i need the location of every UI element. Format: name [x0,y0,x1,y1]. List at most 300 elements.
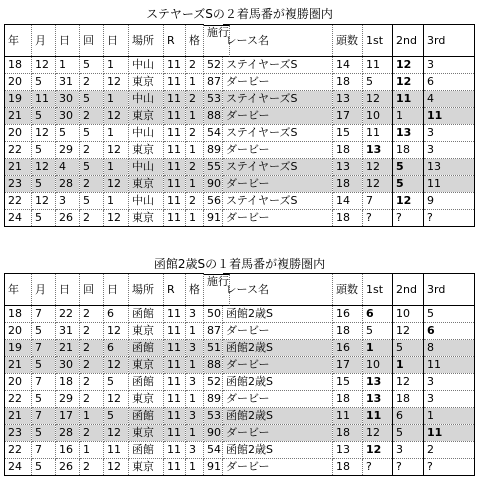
cell-year: 20 [5,323,32,340]
cell-race-name: ダービー [223,74,333,91]
cell-1st: ? [363,210,393,227]
cell-venue: 函館 [129,374,164,391]
cell-venue: 東京 [129,323,164,340]
cell-1st: 13 [363,374,393,391]
cell-nichi: 12 [104,142,129,159]
cell-year: 22 [5,142,32,159]
cell-month: 7 [32,374,56,391]
table-row [5,210,475,227]
cell-2nd: 1 [393,108,424,125]
header-venue: 場所 [129,274,164,306]
cell-race: 11 [164,108,186,125]
table-row [5,125,475,142]
cell-day: 17 [56,408,80,425]
cell-3rd: 13 [424,159,475,176]
cell-day: 30 [56,108,80,125]
cell-race-name: ダービー [223,108,333,125]
cell-month: 5 [32,210,56,227]
cell-year: 18 [5,57,32,74]
cell-edition: 89 [204,142,223,159]
stayers-table [4,24,475,227]
cell-race: 11 [164,125,186,142]
cell-nichi: 5 [104,408,129,425]
cell-2nd: 12 [393,323,424,340]
cell-month: 12 [32,159,56,176]
cell-race-name: ダービー [223,391,333,408]
cell-venue: 東京 [129,391,164,408]
cell-month: 5 [32,74,56,91]
cell-nichi: 11 [104,442,129,459]
header-nichi: 日 [104,25,129,57]
cell-kai: 5 [80,91,104,108]
cell-race-name: ダービー [223,459,333,476]
cell-1st: ? [363,459,393,476]
cell-day: 31 [56,74,80,91]
cell-kai: 2 [80,357,104,374]
cell-edition: 54 [204,442,223,459]
cell-nichi: 12 [104,391,129,408]
cell-race-name: 函館2歳S [223,340,333,357]
cell-edition: 91 [204,459,223,476]
table-row [5,57,475,74]
cell-day: 30 [56,357,80,374]
cell-kai: 1 [80,442,104,459]
cell-race-name: ダービー [223,210,333,227]
cell-2nd: 10 [393,306,424,323]
cell-venue: 東京 [129,459,164,476]
cell-year: 21 [5,108,32,125]
cell-3rd: 3 [424,57,475,74]
cell-3rd: 3 [424,125,475,142]
cell-1st: 12 [363,159,393,176]
cell-kai: 5 [80,125,104,142]
cell-nichi: 1 [104,125,129,142]
header-grade: 格 [186,25,204,57]
cell-kai: 5 [80,193,104,210]
cell-race: 11 [164,210,186,227]
cell-kai: 5 [80,159,104,176]
cell-nichi: 12 [104,425,129,442]
cell-month: 5 [32,176,56,193]
cell-day: 26 [56,459,80,476]
table-row [5,391,475,408]
cell-grade: 1 [186,391,204,408]
cell-year: 20 [5,74,32,91]
cell-nichi: 12 [104,210,129,227]
cell-kai: 2 [80,391,104,408]
table-row [5,159,475,176]
cell-race-name: 函館2歳S [223,408,333,425]
cell-month: 12 [32,125,56,142]
cell-year: 19 [5,91,32,108]
cell-1st: 11 [363,125,393,142]
header-race: R [164,274,186,306]
table-row [5,340,475,357]
cell-year: 24 [5,210,32,227]
cell-2nd: 6 [393,408,424,425]
cell-grade: 3 [186,340,204,357]
cell-nichi: 12 [104,108,129,125]
cell-month: 12 [32,193,56,210]
cell-kai: 2 [80,459,104,476]
cell-edition: 90 [204,176,223,193]
cell-1st: 7 [363,193,393,210]
cell-edition: 87 [204,74,223,91]
cell-venue: 東京 [129,210,164,227]
cell-race-name: ステイヤーズS [223,91,333,108]
cell-1st: 12 [363,176,393,193]
cell-1st: 13 [363,391,393,408]
header-year: 年 [5,274,32,306]
cell-grade: 1 [186,323,204,340]
cell-nichi: 12 [104,323,129,340]
cell-edition: 52 [204,374,223,391]
cell-day: 29 [56,391,80,408]
cell-race: 11 [164,142,186,159]
cell-month: 11 [32,91,56,108]
cell-runners: 17 [333,108,363,125]
cell-1st: 12 [363,425,393,442]
cell-race: 11 [164,323,186,340]
header-month: 月 [32,274,56,306]
cell-race: 11 [164,391,186,408]
cell-1st: 1 [363,340,393,357]
cell-grade: 3 [186,408,204,425]
cell-runners: 18 [333,391,363,408]
header-1st: 1st [363,25,393,57]
cell-runners: 18 [333,142,363,159]
cell-venue: 東京 [129,176,164,193]
cell-runners: 18 [333,323,363,340]
cell-month: 5 [32,142,56,159]
cell-kai: 2 [80,306,104,323]
table-row [5,193,475,210]
cell-edition: 54 [204,125,223,142]
header-3rd: 3rd [424,274,475,306]
cell-year: 21 [5,159,32,176]
cell-runners: 17 [333,357,363,374]
cell-3rd: 4 [424,91,475,108]
table-row [5,425,475,442]
cell-1st: 12 [363,442,393,459]
cell-3rd: ? [424,210,475,227]
header-month: 月 [32,25,56,57]
cell-grade: 1 [186,459,204,476]
cell-3rd: 2 [424,442,475,459]
cell-2nd: 1 [393,357,424,374]
cell-day: 29 [56,142,80,159]
cell-venue: 東京 [129,74,164,91]
cell-month: 5 [32,391,56,408]
cell-3rd: 11 [424,357,475,374]
cell-year: 18 [5,306,32,323]
table-row [5,323,475,340]
cell-nichi: 1 [104,193,129,210]
cell-month: 5 [32,357,56,374]
cell-race-name: 函館2歳S [223,374,333,391]
table-row [5,142,475,159]
cell-race-name: ダービー [223,425,333,442]
cell-1st: 6 [363,306,393,323]
cell-kai: 5 [80,57,104,74]
cell-month: 5 [32,323,56,340]
header-1st: 1st [363,274,393,306]
cell-edition: 90 [204,425,223,442]
cell-2nd: 5 [393,159,424,176]
cell-year: 20 [5,374,32,391]
cell-day: 30 [56,91,80,108]
cell-kai: 2 [80,142,104,159]
cell-nichi: 1 [104,57,129,74]
cell-edition: 87 [204,323,223,340]
cell-year: 20 [5,125,32,142]
cell-3rd: 6 [424,74,475,91]
cell-race: 11 [164,57,186,74]
cell-3rd: 3 [424,142,475,159]
cell-race-name: ステイヤーズS [223,125,333,142]
table-row [5,91,475,108]
cell-edition: 50 [204,306,223,323]
cell-2nd: 12 [393,57,424,74]
table-title: ステヤーズSの２着馬番が複勝圏内 [146,7,333,21]
cell-2nd: 5 [393,176,424,193]
cell-2nd: 18 [393,391,424,408]
cell-venue: 東京 [129,425,164,442]
cell-year: 21 [5,357,32,374]
cell-grade: 2 [186,91,204,108]
cell-runners: 14 [333,57,363,74]
cell-runners: 18 [333,176,363,193]
cell-runners: 13 [333,91,363,108]
cell-day: 4 [56,159,80,176]
header-day: 日 [56,25,80,57]
cell-month: 12 [32,57,56,74]
cell-2nd: 12 [393,374,424,391]
cell-month: 7 [32,340,56,357]
table-title: 函館2歳Sの１着馬番が複勝圏内 [153,257,326,271]
cell-edition: 51 [204,340,223,357]
cell-runners: 14 [333,193,363,210]
cell-race: 11 [164,459,186,476]
cell-year: 21 [5,408,32,425]
cell-1st: 13 [363,142,393,159]
header-nichi: 日 [104,274,129,306]
header-2nd: 2nd [393,274,424,306]
cell-runners: 15 [333,125,363,142]
cell-2nd: 5 [393,425,424,442]
cell-month: 5 [32,108,56,125]
cell-venue: 東京 [129,142,164,159]
cell-3rd: 9 [424,193,475,210]
header-row [5,274,475,306]
cell-race: 11 [164,357,186,374]
cell-nichi: 1 [104,159,129,176]
header-edition: 施行 [204,25,230,57]
cell-month: 5 [32,425,56,442]
cell-venue: 中山 [129,193,164,210]
cell-race-name: ダービー [223,357,333,374]
cell-grade: 1 [186,108,204,125]
cell-race: 11 [164,91,186,108]
cell-year: 22 [5,193,32,210]
cell-edition: 88 [204,108,223,125]
cell-runners: 18 [333,425,363,442]
cell-edition: 53 [204,91,223,108]
cell-2nd: 12 [393,193,424,210]
cell-grade: 2 [186,193,204,210]
header-race: R [164,25,186,57]
cell-runners: 18 [333,459,363,476]
cell-runners: 13 [333,159,363,176]
cell-venue: 中山 [129,57,164,74]
header-kai: 回 [80,274,104,306]
cell-race-name: ステイヤーズS [223,159,333,176]
header-kai: 回 [80,25,104,57]
table-row [5,176,475,193]
cell-day: 3 [56,193,80,210]
cell-kai: 1 [80,408,104,425]
cell-edition: 52 [204,57,223,74]
header-race-name: レース名 [223,25,333,57]
cell-venue: 函館 [129,408,164,425]
cell-race-name: 函館2歳S [223,442,333,459]
cell-kai: 2 [80,340,104,357]
cell-3rd: 11 [424,425,475,442]
cell-1st: 10 [363,357,393,374]
cell-month: 7 [32,306,56,323]
table-row [5,459,475,476]
header-race-name: レース名 [223,274,333,306]
header-edition: 施行 [204,274,230,306]
cell-kai: 2 [80,108,104,125]
header-year: 年 [5,25,32,57]
cell-venue: 東京 [129,357,164,374]
cell-nichi: 12 [104,176,129,193]
cell-year: 19 [5,340,32,357]
table-row [5,74,475,91]
cell-race: 11 [164,176,186,193]
cell-nichi: 1 [104,91,129,108]
cell-3rd: 3 [424,374,475,391]
cell-nichi: 6 [104,306,129,323]
cell-venue: 中山 [129,91,164,108]
cell-2nd: 5 [393,340,424,357]
cell-edition: 88 [204,357,223,374]
cell-nichi: 12 [104,74,129,91]
cell-3rd: 8 [424,340,475,357]
cell-month: 7 [32,442,56,459]
cell-venue: 中山 [129,159,164,176]
table-row [5,408,475,425]
cell-runners: 18 [333,74,363,91]
header-grade: 格 [186,274,204,306]
hakodate-table [4,273,475,476]
cell-grade: 1 [186,425,204,442]
cell-day: 18 [56,374,80,391]
cell-grade: 1 [186,357,204,374]
cell-kai: 2 [80,210,104,227]
cell-grade: 2 [186,125,204,142]
cell-3rd: 6 [424,323,475,340]
cell-1st: 5 [363,323,393,340]
cell-kai: 2 [80,425,104,442]
cell-grade: 1 [186,210,204,227]
cell-kai: 2 [80,176,104,193]
cell-race-name: 函館2歳S [223,306,333,323]
cell-race-name: ダービー [223,142,333,159]
cell-grade: 1 [186,176,204,193]
cell-nichi: 5 [104,374,129,391]
cell-grade: 3 [186,306,204,323]
cell-grade: 1 [186,142,204,159]
cell-nichi: 12 [104,459,129,476]
cell-venue: 函館 [129,340,164,357]
cell-edition: 91 [204,210,223,227]
cell-3rd: 5 [424,306,475,323]
cell-day: 28 [56,176,80,193]
cell-day: 5 [56,125,80,142]
cell-race-name: ダービー [223,323,333,340]
table-row [5,306,475,323]
cell-race: 11 [164,159,186,176]
header-runners: 頭数 [333,274,363,306]
header-2nd: 2nd [393,25,424,57]
cell-runners: 16 [333,340,363,357]
table-row [5,108,475,125]
cell-year: 23 [5,176,32,193]
cell-kai: 2 [80,323,104,340]
header-day: 日 [56,274,80,306]
header-venue: 場所 [129,25,164,57]
cell-3rd: 11 [424,176,475,193]
cell-2nd: 13 [393,125,424,142]
header-3rd: 3rd [424,25,475,57]
cell-month: 7 [32,408,56,425]
cell-race: 11 [164,340,186,357]
cell-race-name: ダービー [223,176,333,193]
cell-runners: 11 [333,408,363,425]
cell-1st: 11 [363,57,393,74]
cell-month: 5 [32,459,56,476]
cell-race-name: ステイヤーズS [223,193,333,210]
cell-day: 1 [56,57,80,74]
cell-kai: 2 [80,374,104,391]
cell-race: 11 [164,374,186,391]
cell-runners: 13 [333,442,363,459]
cell-race: 11 [164,306,186,323]
cell-kai: 2 [80,74,104,91]
table-row [5,374,475,391]
cell-1st: 12 [363,91,393,108]
cell-year: 22 [5,391,32,408]
cell-grade: 2 [186,57,204,74]
cell-venue: 中山 [129,125,164,142]
cell-runners: 18 [333,210,363,227]
cell-edition: 56 [204,193,223,210]
cell-grade: 1 [186,74,204,91]
cell-race: 11 [164,442,186,459]
cell-race: 11 [164,408,186,425]
cell-race: 11 [164,193,186,210]
cell-nichi: 6 [104,340,129,357]
cell-day: 31 [56,323,80,340]
cell-2nd: 12 [393,74,424,91]
cell-grade: 2 [186,159,204,176]
cell-runners: 16 [333,306,363,323]
cell-venue: 函館 [129,442,164,459]
cell-edition: 53 [204,408,223,425]
table-row [5,357,475,374]
